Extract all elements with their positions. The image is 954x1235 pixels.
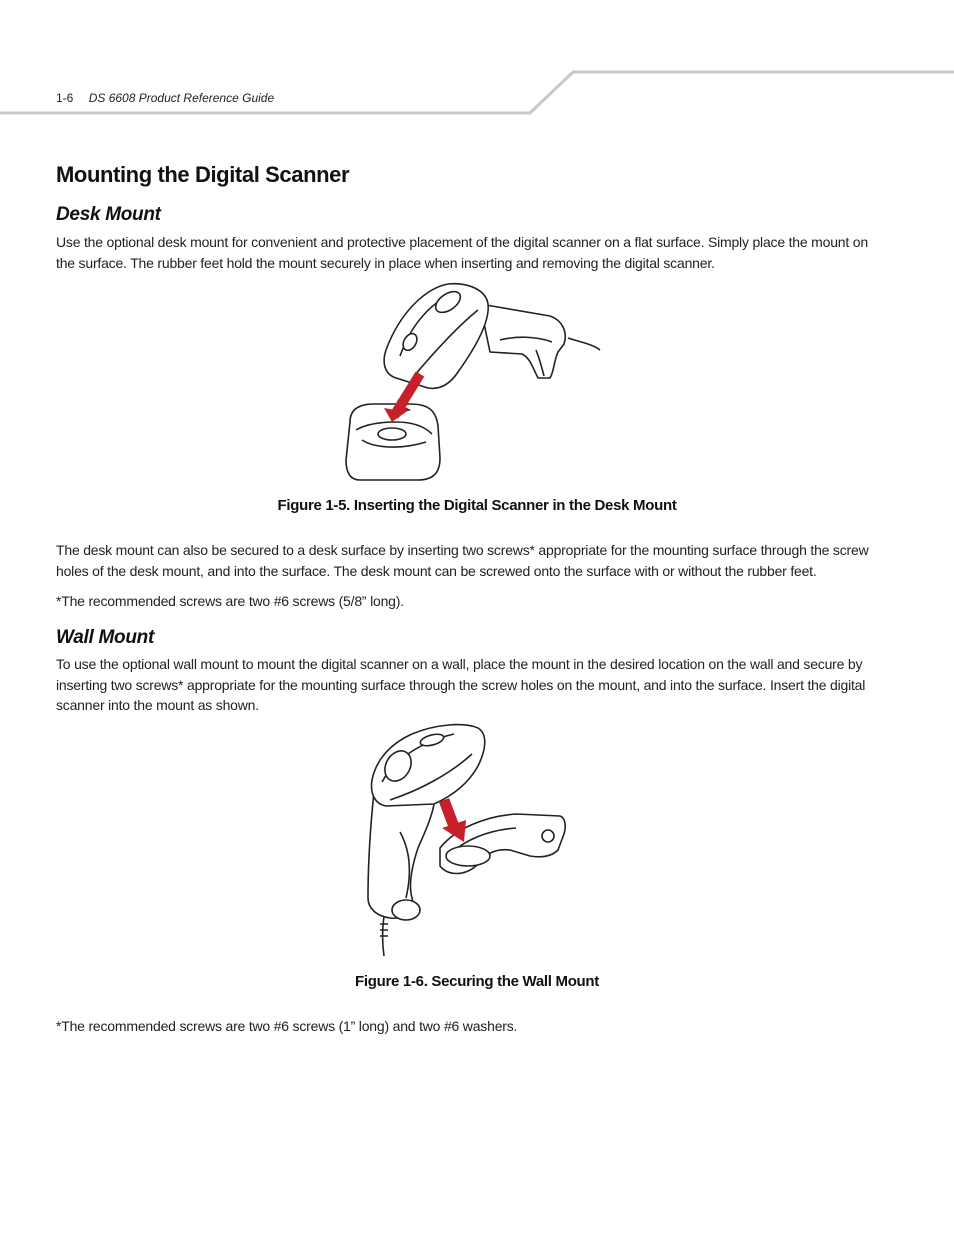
wall-mount-heading: Wall Mount: [56, 627, 154, 648]
desk-mount-intro: Use the optional desk mount for convenient and protective placement of the digital scanner on a flat surface. Simply place the mount on the surface. The rubber feet hold the mount securely in place when inserting and removing the digital scanner.: [56, 234, 868, 271]
desk-mount-heading: Desk Mount: [56, 204, 161, 225]
running-header: [56, 91, 274, 105]
wall-mount-screw-note: *The recommended screws are two #6 screws (1” long) and two #6 washers.: [56, 1018, 518, 1034]
desk-mount-body: The desk mount can also be secured to a desk surface by inserting two screws* appropriate for the mounting surface through the screw holes of the desk mount, and into the surface. The desk mount can be screwed onto the surface with or without the rubber feet.: [56, 542, 869, 579]
guide-title: DS 6608 Product Reference Guide: [88, 91, 275, 105]
wall-mount-illustration: [360, 720, 572, 960]
desk-mount-screw-note: *The recommended screws are two #6 screws (5/8” long).: [56, 593, 404, 609]
figure-1-6-caption: Figure 1-6. Securing the Wall Mount: [355, 973, 599, 990]
page-number: 1-6: [56, 91, 74, 105]
section-title: Mounting the Digital Scanner: [56, 162, 350, 187]
wall-mount-intro: To use the optional wall mount to mount the digital scanner on a wall, place the mount in the desired location on the wall and secure by inserting two screws* appropriate for the mounting surface through the screw holes on the mount, and into the surface. Insert the digital scanner into the mount as shown.: [56, 656, 866, 713]
desk-mount-illustration: [340, 280, 610, 486]
figure-1-5-caption: Figure 1-5. Inserting the Digital Scanner in the Desk Mount: [277, 497, 677, 514]
